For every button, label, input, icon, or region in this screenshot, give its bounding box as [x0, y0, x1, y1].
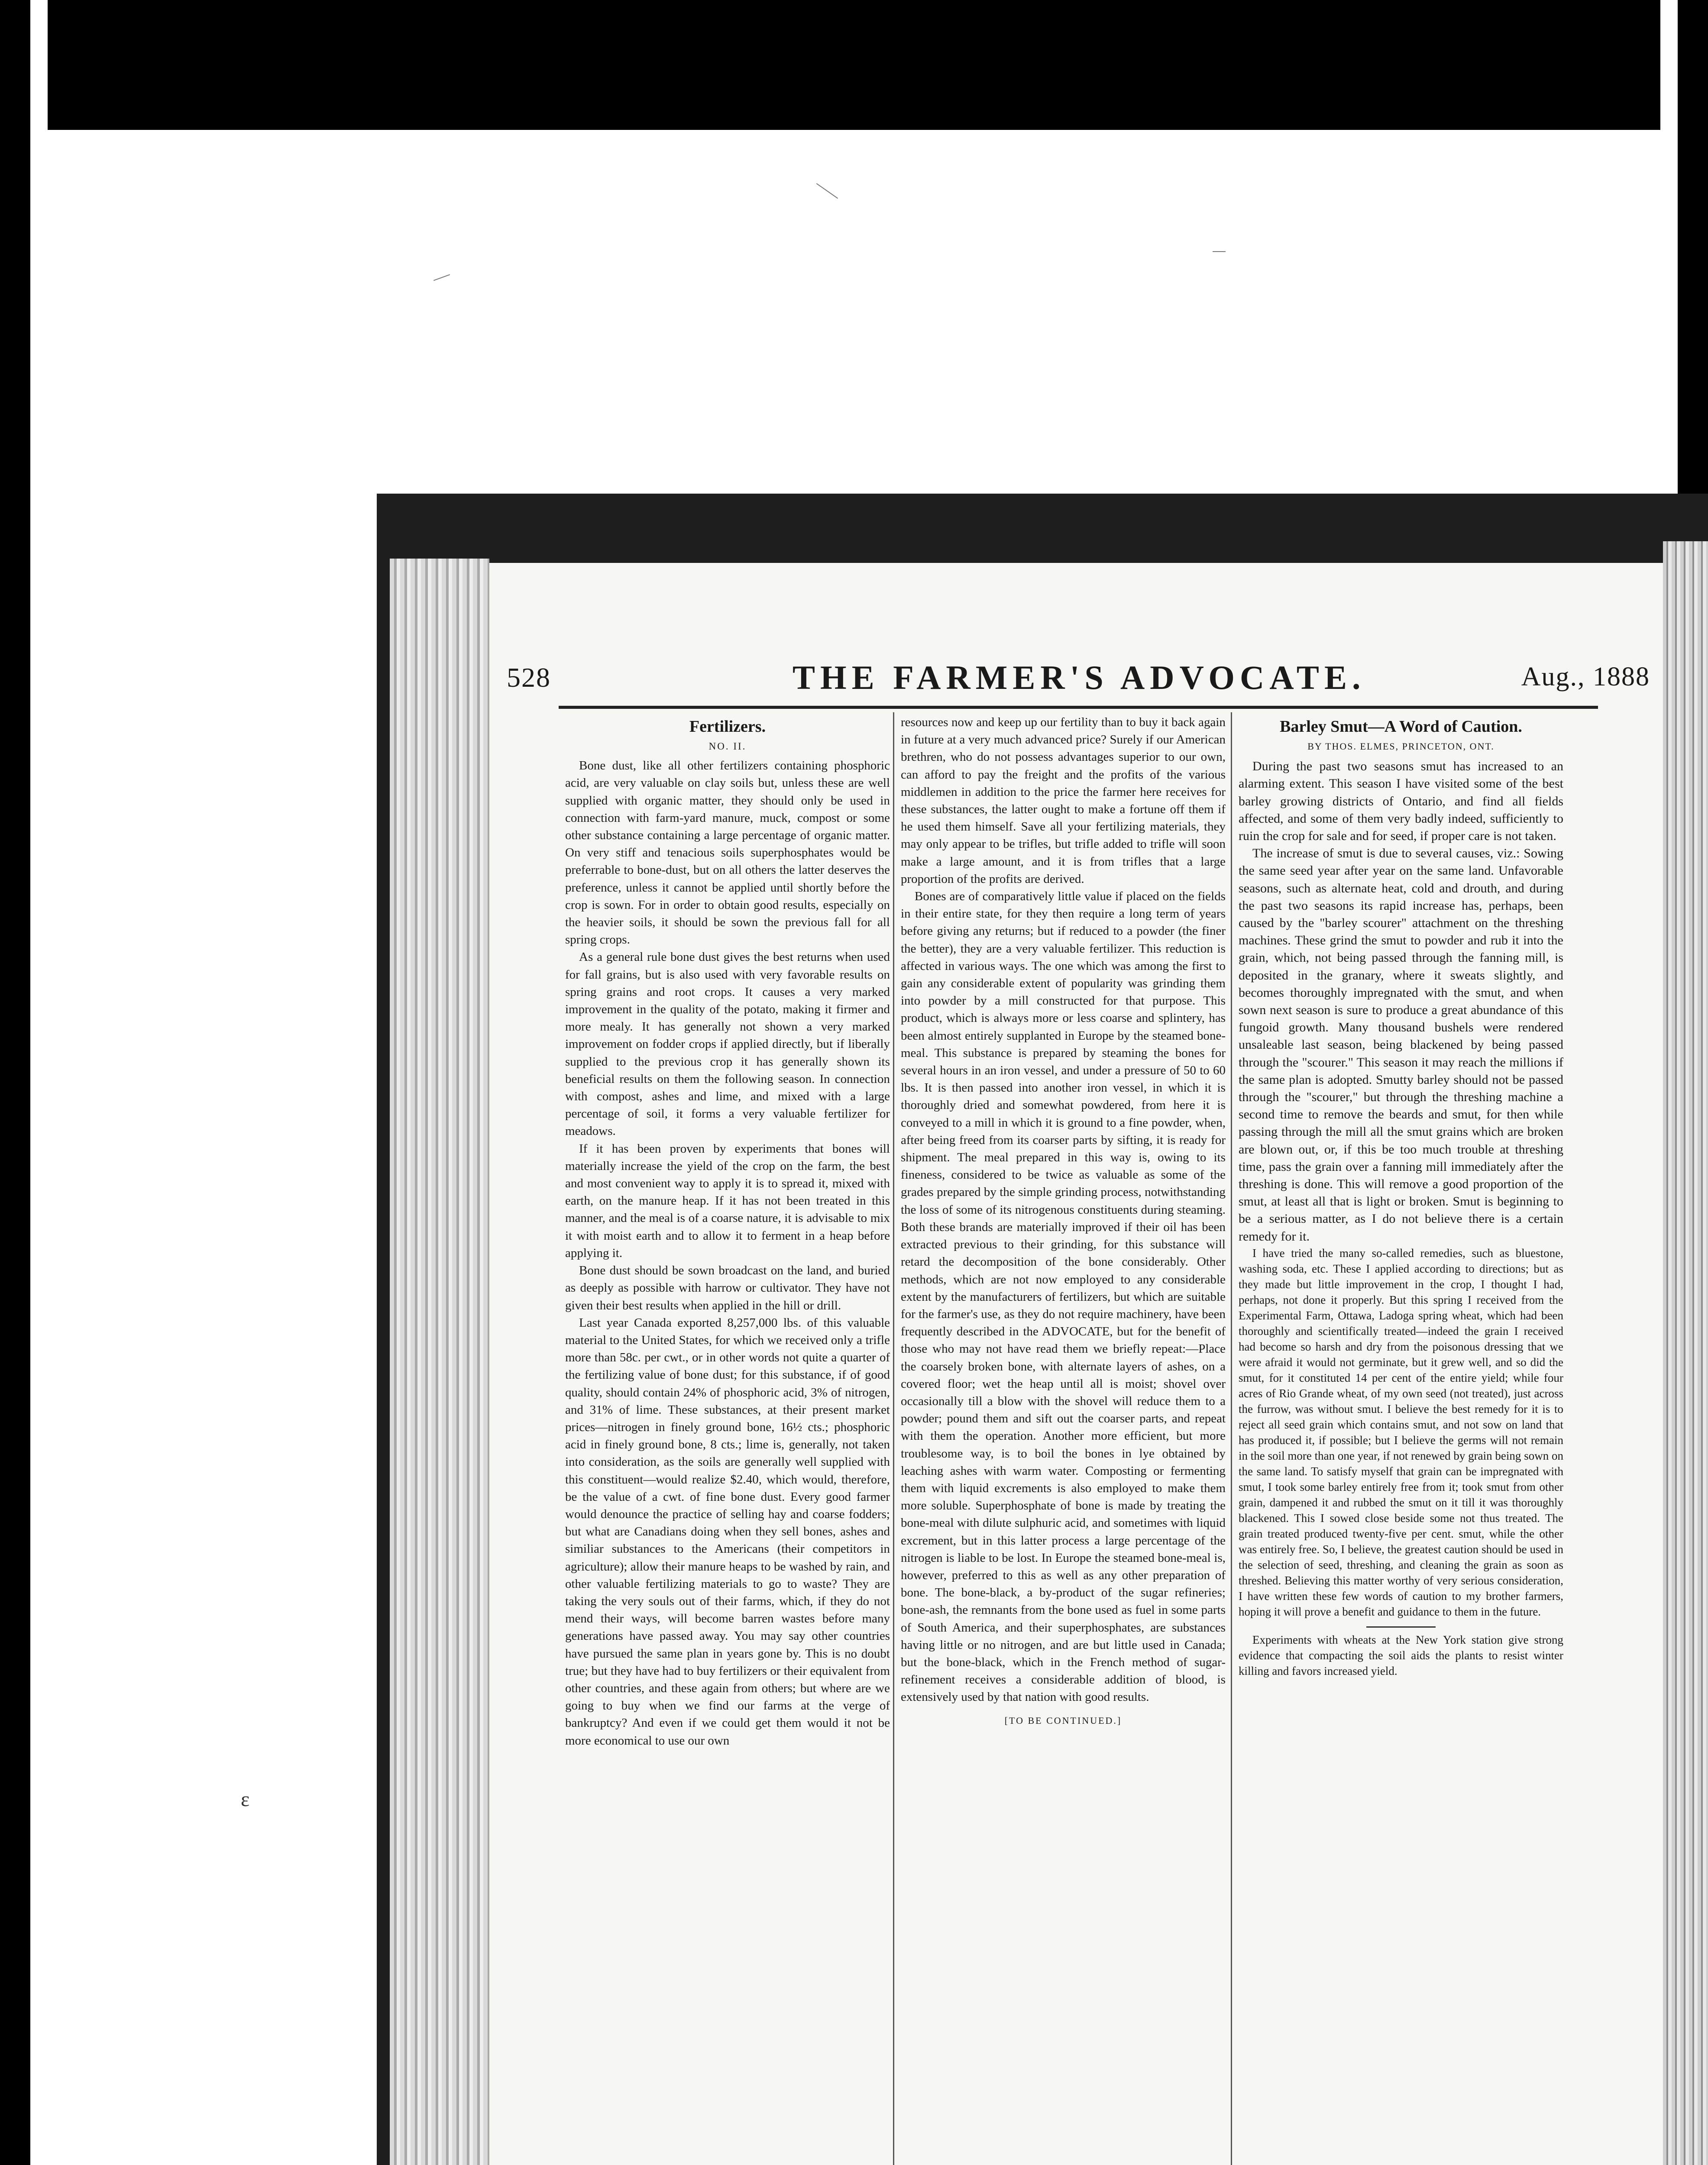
column-1: [565, 714, 890, 2160]
article-byline: BY THOS. ELMES, PRINCETON, ONT.: [1307, 741, 1494, 752]
paragraph: I have tried the many so-called remedies, such as bluestone, washing soda, etc. These I applied according to directions; but as they made but little improvement in the crop, I thought I had, perhaps, not done it properly. But this spring I received from the Experimental Farm, Ottawa, Ladoga spring wheat, which had been thoroughly and scientifically treated—indeed the grain I received had become so harsh and dry from the poisonous dressing that we were afraid it would not germinate, but it grew well, and so did the smut, for it constituted 14 per cent of the entire yield; while four acres of Rio Grande wheat, of my own seed (not treated), just across the furrow, was without smut. I believe the best remedy for it is to reject all seed grain which contains smut, and not sow on land that has produced it, if possible; but I believe the germs will not remain in the soil more than one year, if not renewed by grain being sown on the same land. To satisfy myself that grain can be impregnated with smut, I took some barley entirely free from it; took smut from other grain, dampened it and rubbed the smut on it till it was thoroughly blackened. This I sowed close beside some not thus treated. The grain treated produced twenty-five per cent. smut, while the other was entirely free. So, I believe, the greatest caution should be used in the selection of seed, threshing, and cleaning the grain as soon as threshed. Believing this matter worthy of very serious consideration, I have written these few words of caution to my brother farmers, hoping it will prove a benefit and guidance to them in the future.: [1239, 1246, 1563, 1618]
paragraph: Last year Canada exported 8,257,000 lbs. of this valuable material to the United States, for which we received only a trifle more than 58c. per cwt., or in other words not quite a quarter of the fertilizing value of bone dust; for this substance, if of good quality, should contain 24% of phosphoric acid, 3% of nitrogen, and 31% of lime. These substances, at their present market prices—nitrogen in finely ground bone, 16½ cts.; phosphoric acid in finely ground bone, 8 cts.; lime is, generally, not taken into consideration, as the soils are generally well supplied with this constituent—would realize $2.40, which would, therefore, be the value of a cwt. of fine bone dust. Every good farmer would denounce the practice of selling hay and coarse fodders; but what are Canadians doing when they sell bones, ashes and similiar substances to the Americans (their competitors in agriculture); allow their manure heaps to be washed by rain, and other valuable fertilizing materials to go to waste? They are taking the very souls out of their farms, which, if they do not mend their ways, will become barren wastes before many generations have passed away. You may say other countries have pursued the same plan in years gone by. This is no doubt true; but they have had to buy fertilizers or their equivalent from other countries, and these again from others; but where are we going to buy when we find our farms at the verge of bankruptcy? And even if we could get them would it not be more economical to use our own: [565, 1315, 890, 1748]
masthead-title: THE FARMER'S ADVOCATE.: [793, 659, 1366, 696]
film-border-left: [30, 0, 48, 2165]
header-rule: [559, 706, 1598, 709]
column-3: [1239, 714, 1563, 2165]
paragraph: Bone dust should be sown broadcast on the land, and buried as deeply as possible with harrow or cultivator. They have not given their best results when applied in the hill or drill.: [565, 1263, 890, 1312]
paragraph: As a general rule bone dust gives the best returns when used for fall grains, but is also used with very favorable results on spring grains and root crops. It causes a very marked improvement in the quality of the potato, making it firmer and more mealy. It has generally not shown a very marked improvement on fodder crops if applied directly, but if liberally supplied to the previous crop it has generally shown its beneficial results on them the following season. In connection with compost, ashes and lime, and mixed with a large percentage of soil, it forms a very valuable fertilizer for meadows.: [565, 950, 890, 1138]
book-page-edges-left: [390, 559, 489, 2165]
article-title-fertilizers: Fertilizers.: [689, 717, 766, 736]
stray-mark: ɛ: [241, 1788, 250, 1811]
news-note: Experiments with wheats at the New York station give strong evidence that compacting the soil aids the plants to resist winter killing and favors increased yield.: [1239, 1633, 1563, 1677]
column-2: [901, 714, 1226, 2142]
page-number: 528: [507, 662, 551, 693]
article-part-number: NO. II.: [708, 741, 747, 752]
article-title-barley-smut: Barley Smut—A Word of Caution.: [1280, 717, 1522, 736]
page-header: [507, 658, 1650, 697]
paragraph: If it has been proven by experiments that bones will materially increase the yield of the crop on the farm, the best and most convenient way to apply it is to spread it, mixed with earth, on the manure heap. If it has not been treated in this manner, and the meal is of a coarse nature, it is advisable to mix it with moist earth and to allow it to ferment in a heap before applying it.: [565, 1141, 890, 1260]
film-speck: [1213, 251, 1226, 252]
paragraph: resources now and keep up our fertility than to buy it back again in future at a very much advanced price? Surely if our American brethren, who do not possess advantages superior to our own, can afford to pay the freight and the profits of the various middlemen in addition to the price the farmer here receives for these substances, the latter ought to make a fortune off them if he used them himself. Save all your fertilizing materials, they may only appear to be trifles, but trifle added to trifle will soon make a large amount, and it is from trifles that a large proportion of the profits are derived.: [901, 715, 1226, 886]
paragraph: Bone dust, like all other fertilizers containing phosphoric acid, are very valuable on clay soils but, unless these are well supplied with organic matter, they should only be used in connection with farm-yard manure, muck, compost or some other substance containing a large percentage of organic matter. On very stiff and tenacious soils superphosphates would be preferrable to bone-dust, but on all others the latter deserves the preference, unless it cannot be applied until shortly before the crop is sown. For in order to obtain good results, especially on the heavier soils, it should be sown the previous fall for all spring crops.: [565, 759, 890, 947]
paragraph: During the past two seasons smut has increased to an alarming extent. This season I have visited some of the best barley growing districts of Ontario, and find all fields affected, and some of them very badly indeed, sufficiently to ruin the crop for sale and for seed, if proper care is not taken.: [1239, 759, 1563, 843]
issue-date: Aug., 1888: [1521, 662, 1650, 692]
paragraph: Bones are of comparatively little value if placed on the fields in their entire state, for they then require a long term of years before giving any returns; but if reduced to a powder (the finer the better), they are a very valuable fertilizer. This reduction is affected in various ways. The one which was among the first to gain any considerable extent of popularity was grinding them into powder by a mill constructed for that purpose. This product, which is always more or less coarse and splintery, has been almost entirely supplanted in Europe by the steamed bone-meal. This substance is prepared by steaming the bones for several hours in an iron vessel, and under a pressure of 50 to 60 lbs. It is then passed into another iron vessel, in which it is thoroughly dried and somewhat powdered, from here it is conveyed to a mill in which it is ground to a fine powder, when, after being freed from its coarser parts by sifting, it is ready for shipment. The meal prepared in this way is, owing to its fineness, considered to be twice as valuable as some of the grades prepared by the simple grinding process, notwithstanding the loss of some of its nitrogenous constituents during steaming. Both these brands are materially improved if their oil has been extracted previous to their grinding, for this substance will retard the decomposition of the bone considerably. Other methods, which are not now employed to any considerable extent by the manufacturers of fertilizers, but which are suitable for the farmer's use, as they do not require machinery, have been frequently described in the ADVOCATE, but for the benefit of those who may not have read them we briefly repeat:—Place the coarsely broken bone, with alternate layers of ashes, on a covered floor; wet the heap until all is moist; shovel over occasionally till a blow with the shovel will reduce them to a powder; pound them and sift out the coarser parts, and repeat with them the operation. Another more efficient, but more troublesome way, is to boil the bones in lye obtained by leaching ashes with warm water. Composting or fermenting them with liquid excrements is also employed to make them more soluble. Superphosphate of bone is made by treating the bone-meal with dilute sulphuric acid, and sometimes with liquid excrement, but in this latter process a large percentage of the nitrogen is liable to be lost. In Europe the steamed bone-meal is, however, preferred to this as well as any other preparation of bone. The bone-black, a by-product of the sugar refineries; bone-ash, the remnants from the bone used as fuel in some parts of South America, and their superphosphates, are substances having little or no nitrogen, and are but little used in Canada; but the bone-black, which in the French method of sugar-refinement receives a considerable addition of blood, is extensively used by that nation with good results.: [901, 889, 1226, 1704]
section-rule: [1366, 1626, 1436, 1628]
continued-notice: [TO BE CONTINUED.]: [1004, 1715, 1122, 1726]
column-divider: [1231, 712, 1232, 2165]
column-divider: [893, 712, 894, 2165]
book-page-edges-right: [1663, 541, 1708, 2165]
paragraph: The increase of smut is due to several causes, viz.: Sowing the same seed year after year on the same land. Unfavorable seasons, such as alternate heat, cold and drouth, and during the past two seasons its rapid increase has, perhaps, been caused by the "barley scourer" attachment on the threshing machines. These grind the smut to powder and rub it into the grain, which, not being passed through the fanning mill, is deposited in the granary, where it sweats slightly, and becomes thoroughly impregnated with the smut, and when sown next season is sure to produce a great abundance of this fungoid growth. Many thousand bushels were rendered unsaleable last season, being blackened by being passed through the "scourer." This season it may reach the millions if the same plan is adopted. Smutty barley should not be passed through the "scourer," but through the threshing machine a second time to remove the beards and smut, for then while passing through the mill all the smut grains which are broken are blown out, or, if this be too much trouble at threshing time, pass the grain over a fanning mill immediately after the threshing is done. This will remove a good proportion of the smut, at least all that is light or broken. Smut is beginning to be a serious matter, as I do not believe there is a certain remedy for it.: [1239, 846, 1563, 1244]
